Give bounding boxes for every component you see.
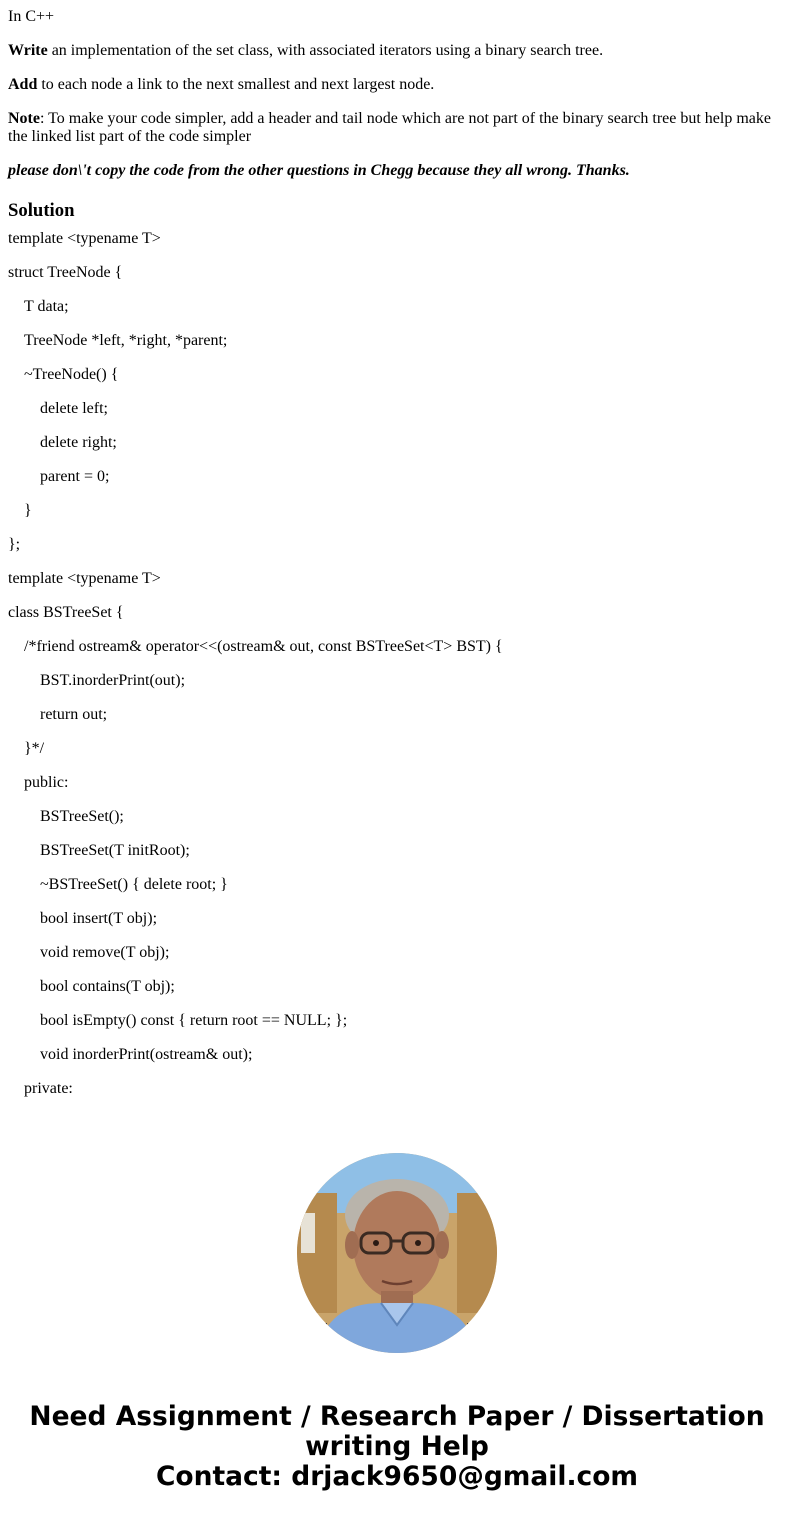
note-label: Note	[8, 110, 40, 127]
author-avatar	[297, 1153, 497, 1353]
intro-paragraph	[8, 8, 786, 26]
code-line: BSTreeSet();	[40, 808, 124, 825]
code-line: template <typename T>	[8, 570, 161, 587]
code-line: }*/	[24, 740, 45, 757]
author-photo-icon	[297, 1153, 497, 1353]
code-line: struct TreeNode {	[8, 264, 123, 281]
intro-text: In C++	[8, 8, 55, 25]
promo-contact: Contact: drjack9650@gmail.com	[155, 1461, 639, 1492]
add-label: Add	[8, 76, 38, 93]
code-line: /*friend ostream& operator<<(ostream& out, const BSTreeSet<T> BST) {	[24, 638, 503, 655]
code-line: bool insert(T obj);	[40, 910, 158, 927]
code-line: BSTreeSet(T initRoot);	[40, 842, 190, 859]
note-text: : To make your code simpler, add a header and tail node which are not part of the binary search tree but help make the linked list part of the code simpler	[8, 110, 771, 145]
code-line: ~TreeNode() {	[24, 366, 119, 383]
code-line: parent = 0;	[40, 468, 110, 485]
code-line: return out;	[40, 706, 108, 723]
note-paragraph	[8, 110, 786, 146]
code-line: public:	[24, 774, 69, 791]
code-line: T data;	[24, 298, 69, 315]
code-line: void inorderPrint(ostream& out);	[40, 1046, 253, 1063]
promo-banner	[0, 1402, 794, 1492]
code-line: }	[24, 502, 32, 519]
code-line: class BSTreeSet {	[8, 604, 124, 621]
code-line: delete right;	[40, 434, 117, 451]
code-line: bool contains(T obj);	[40, 978, 175, 995]
code-line: ~BSTreeSet() { delete root; }	[40, 876, 228, 893]
code-line: TreeNode *left, *right, *parent;	[24, 332, 228, 349]
code-line: BST.inorderPrint(out);	[40, 672, 186, 689]
code-line: };	[8, 536, 21, 553]
write-paragraph	[8, 42, 786, 60]
document-body	[8, 0, 786, 1114]
add-text: to each node a link to the next smallest and next largest node.	[37, 76, 435, 93]
write-label: Write	[8, 42, 48, 59]
code-line: private:	[24, 1080, 73, 1097]
code-line: void remove(T obj);	[40, 944, 170, 961]
solution-heading: Solution	[8, 200, 75, 221]
solution-code	[8, 230, 786, 1098]
code-line: bool isEmpty() const { return root == NULL; };	[40, 1012, 348, 1029]
add-paragraph	[8, 76, 786, 94]
code-line: delete left;	[40, 400, 108, 417]
promo-line-1: Need Assignment / Research Paper / Dissertation	[29, 1401, 765, 1432]
code-line: template <typename T>	[8, 230, 161, 247]
promo-line-2: writing Help	[305, 1431, 489, 1462]
write-text: an implementation of the set class, with associated iterators using a binary search tree.	[47, 42, 604, 59]
warning-paragraph: please don\'t copy the code from the other questions in Chegg because they all wrong. Thanks.	[8, 162, 630, 179]
